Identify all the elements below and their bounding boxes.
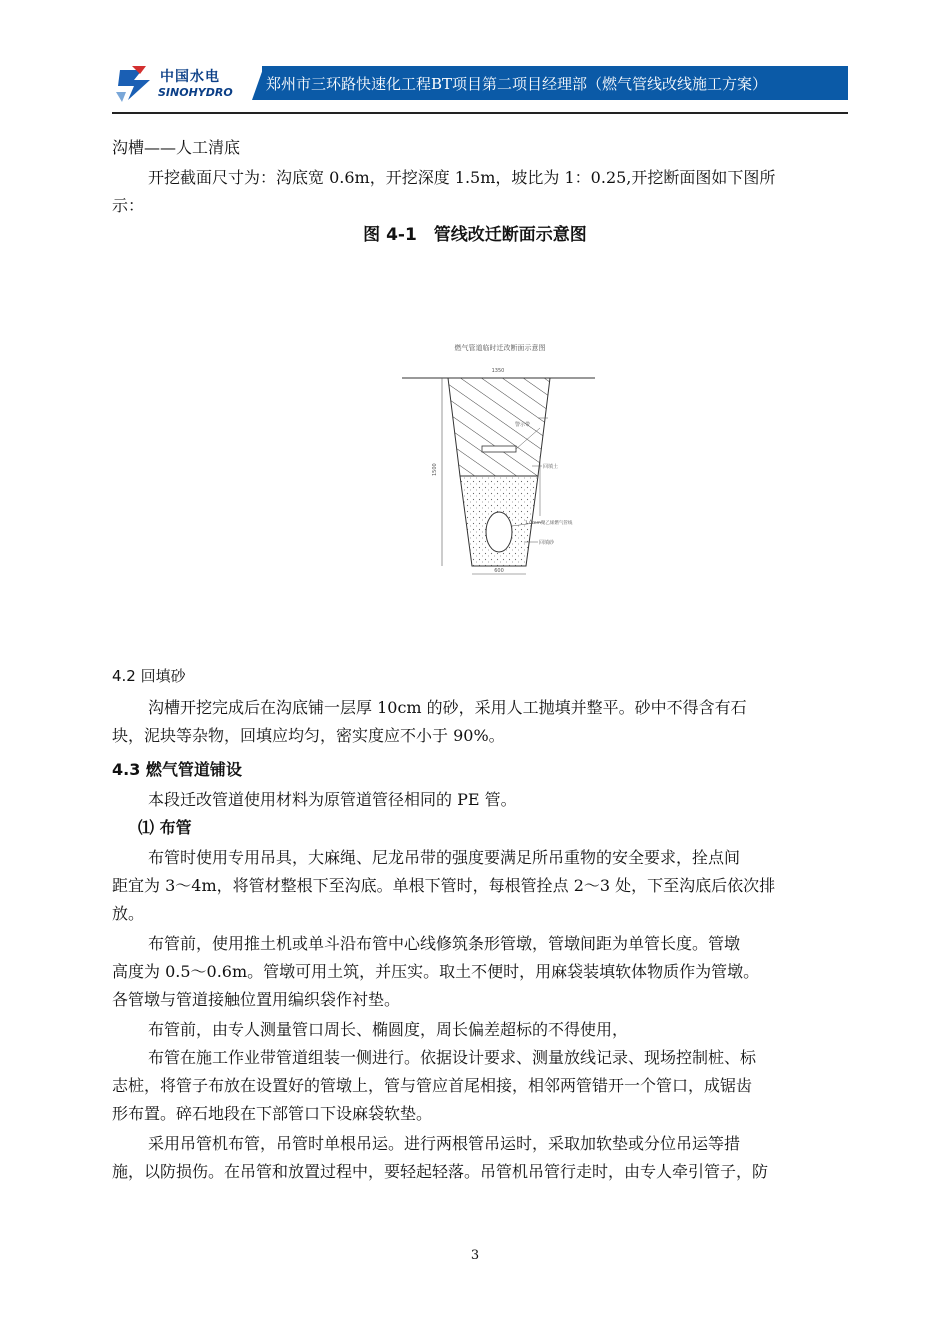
logo-mark-icon: [112, 62, 158, 108]
text-line: 形布置。碎石地段在下部管口下设麻袋软垫。: [112, 1104, 433, 1123]
label-backfill-soil: 回填土: [543, 464, 559, 470]
page-number: 3: [470, 1248, 480, 1263]
header-divider: [112, 112, 848, 114]
label-gas-pipe: 1.0mm聚乙烯燃气管线: [525, 521, 573, 526]
text-line: 采用吊管机布管，吊管时单根吊运。进行两根管吊运时，采取加软垫或分位吊运等措: [148, 1134, 741, 1153]
text-line: 距宜为 3～4m，将管材整根下至沟底。单根下管时，每根管拴点 2～3 处，下至沟底后依次排: [112, 876, 776, 895]
bottom-width-label: 600: [494, 568, 504, 574]
label-backfill-sand: 回填砂: [539, 540, 555, 546]
section-heading: 4.3 燃气管道铺设: [112, 760, 242, 779]
text-line: 各管墩与管道接触位置用编织袋作衬垫。: [112, 990, 401, 1009]
label-warning-tape: 警示带: [515, 422, 531, 428]
top-width-label: 1350: [491, 368, 505, 374]
text-line: 示：: [112, 196, 145, 215]
trench-section-figure: [400, 336, 600, 586]
text-line: 施，以防损伤。在吊管和放置过程中，要轻起轻落。吊管机吊管行走时，由专人牵引管子，防: [112, 1162, 769, 1181]
subsection-heading: ⑴ 布管: [138, 818, 192, 837]
text-line: 布管时使用专用吊具，大麻绳、尼龙吊带的强度要满足所吊重物的安全要求，拴点间: [148, 848, 741, 867]
sinohydro-logo: [112, 62, 242, 108]
text-line: 布管前，由专人测量管口周长、椭圆度，周长偏差超标的不得使用，: [148, 1020, 629, 1039]
section-heading: 4.2 回填砂: [112, 667, 186, 685]
text-line: 布管前，使用推土机或单斗沿布管中心线修筑条形管墩，管墩间距为单管长度。管墩: [148, 934, 741, 953]
depth-label: 1500: [432, 463, 438, 476]
page-header: [112, 60, 848, 112]
text-line: 块，泥块等杂物，回填应均匀，密实度应不小于 90%。: [112, 726, 505, 745]
text-line: 放。: [112, 904, 145, 923]
logo-english-text: SINOHYDRO: [158, 86, 233, 99]
text-line: 本段迁改管道使用材料为原管道管径相同的 PE 管。: [148, 790, 517, 809]
text-line: 开挖截面尺寸为：沟底宽 0.6m，开挖深度 1.5m，坡比为 1：0.25,开挖断面图如下图所: [148, 168, 776, 187]
header-banner: [262, 66, 848, 100]
text-line: 志桩，将管子布放在设置好的管墩上，管与管应首尾相接，相邻两管错开一个管口，成锯齿: [112, 1076, 753, 1095]
text-line: 沟槽——人工清底: [112, 138, 241, 157]
figure-caption: 燃气管道临时迁改断面示意图: [454, 344, 546, 352]
text-line: 沟槽开挖完成后在沟底铺一层厚 10cm 的砂，采用人工抛填并整平。砂中不得含有石: [148, 698, 747, 717]
logo-chinese-text: 中国水电: [160, 69, 220, 85]
text-line: 高度为 0.5～0.6m。管墩可用土筑，并压实。取土不便时，用麻袋装填软体物质作为管墩。: [112, 962, 760, 981]
text-line: 布管在施工作业带管道组装一侧进行。依据设计要求、测量放线记录、现场控制桩、标: [148, 1048, 757, 1067]
header-title: 郑州市三环路快速化工程BT项目第二项目经理部（燃气管线改线施工方案）: [266, 75, 768, 93]
figure-title: 图 4-1 管线改迁断面示意图: [363, 225, 587, 245]
